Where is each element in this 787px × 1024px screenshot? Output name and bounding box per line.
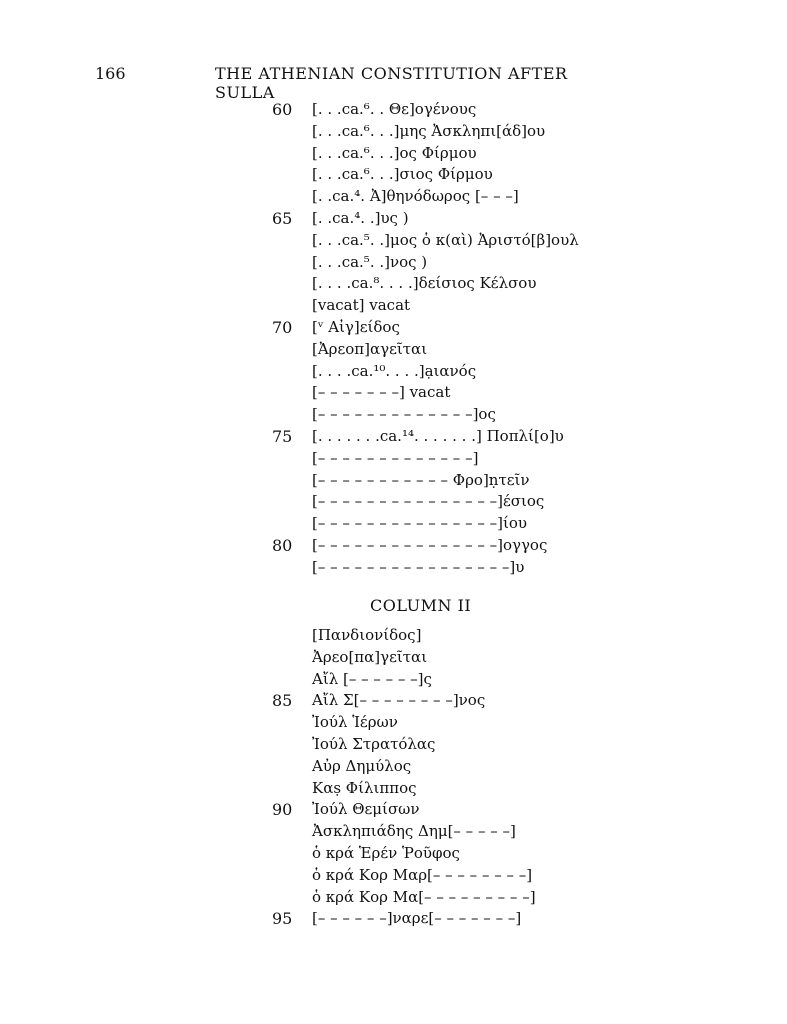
inscription-line [272, 756, 592, 778]
running-head: THE ATHENIAN CONSTITUTION AFTER SULLA [215, 64, 568, 102]
line-text: [. . .ca.⁵. .]μος ὁ κ(αὶ) Ἀριστό[β]ουλ [312, 230, 579, 249]
line-text: Ἀρεο[πα]γεῖται [312, 647, 428, 666]
line-text: ὁ κρά Κορ Μα[– – – – – – – – –] [312, 887, 536, 906]
line-text: [vacat] vacat [312, 296, 411, 315]
line-text: [– – – – – – –] vacat [312, 383, 451, 402]
column-heading: COLUMN II [370, 596, 472, 615]
inscription-line [272, 887, 592, 909]
inscription-line [272, 448, 592, 470]
line-text: [ᵛ Αἰγ]είδος [312, 317, 400, 336]
page-header [95, 64, 625, 102]
inscription-line [272, 821, 592, 843]
line-text: [– – – – – – – – – – – – – – – –]υ [312, 557, 525, 576]
inscription-line [272, 669, 592, 691]
line-text: [. . . .ca.¹⁰. . . .]ạιανός [312, 361, 477, 380]
line-text: [. .ca.⁴. Ἀ]θηνόδωρος [– – –] [312, 187, 519, 206]
line-text: [– – – – – – – – – – – – –]ος [312, 405, 496, 424]
inscription-line [272, 712, 592, 734]
inscription-line [272, 799, 592, 821]
line-number: 90 [272, 800, 293, 820]
line-text: Καṣ Φίλιππος [312, 778, 417, 797]
inscription-line [272, 778, 592, 800]
inscription-line [272, 734, 592, 756]
line-text: Αἴλ [– – – – – –]ς [312, 669, 432, 688]
inscription-line [272, 491, 592, 513]
line-text: [. .ca.⁴. .]υς ) [312, 208, 409, 227]
line-text: [. . .ca.⁶. . .]μης Ἀσκληπι[άδ]ου [312, 121, 546, 140]
line-text: Ἰούλ Θεμίσων [312, 800, 420, 819]
inscription-line [272, 690, 592, 712]
inscription-line [272, 426, 592, 448]
line-text: [– – – – – – – – – – – – – – –]ογγος [312, 535, 548, 554]
inscription-line [272, 121, 592, 143]
line-text: [– – – – – – – – – – – – – – –]ίου [312, 514, 527, 533]
line-text: [– – – – – – – – – – – – –] [312, 448, 479, 467]
line-number: 75 [272, 426, 293, 446]
line-text: ὁ κρά Κορ Μαρ[– – – – – – – –] [312, 865, 533, 884]
column-2-text [272, 625, 592, 930]
inscription-line [272, 513, 592, 535]
inscription-line [272, 865, 592, 887]
inscription-line [272, 252, 592, 274]
line-text: [– – – – – –]ναρε[– – – – – – –] [312, 909, 522, 928]
line-number: 65 [272, 208, 293, 228]
line-number: 80 [272, 535, 293, 555]
inscription-line [272, 230, 592, 252]
line-text: [Πανδιονίδος] [312, 626, 422, 644]
line-number: 70 [272, 317, 293, 337]
page-number: 166 [95, 64, 126, 83]
inscription-line [272, 908, 592, 930]
inscription-line [272, 164, 592, 186]
line-text: [. . . .ca.⁸. . . .]δείσιος Κέλσου [312, 274, 537, 293]
line-text: Αὐρ Δημύλος [312, 756, 412, 775]
line-number: 60 [272, 100, 293, 119]
line-text: [– – – – – – – – – – – Φρο]ṇτεῖν [312, 470, 530, 489]
inscription-line [272, 404, 592, 426]
line-text: [Ἀρεοπ]αγεῖται [312, 339, 428, 358]
line-text: [. . .ca.⁶. . Θε]ογένους [312, 100, 477, 118]
inscription-line [272, 99, 592, 121]
line-text: [. . .ca.⁶. . .]σιος Φίρμου [312, 165, 493, 184]
inscription-line [272, 361, 592, 383]
inscription-line [272, 535, 592, 557]
line-text: [– – – – – – – – – – – – – – –]έσιος [312, 492, 545, 511]
inscription-line [272, 339, 592, 361]
line-text: [. . .ca.⁵. .]νος ) [312, 252, 428, 271]
inscription-line [272, 273, 592, 295]
column-1-text [272, 99, 592, 579]
line-text: [. . . . . . .ca.¹⁴. . . . . . .] Ποπλί[ο]υ [312, 426, 564, 445]
inscription-line [272, 557, 592, 579]
line-text: Ἰούλ Ἱέρων [312, 713, 398, 732]
line-number: 85 [272, 691, 293, 711]
line-text: Ἰούλ Στρατόλας [312, 734, 436, 753]
line-text: [. . .ca.⁶. . .]ος Φίρμου [312, 143, 477, 162]
inscription-line [272, 208, 592, 230]
inscription-line [272, 470, 592, 492]
inscription-line [272, 143, 592, 165]
inscription-line [272, 295, 592, 317]
line-text: ὁ κρά Ἑρέν Ῥοῦφος [312, 843, 460, 862]
inscription-line [272, 186, 592, 208]
line-text: Ἀσκληπιάδης Δημ[– – – – –] [312, 822, 516, 841]
inscription-line [272, 647, 592, 669]
inscription-line [272, 317, 592, 339]
inscription-line [272, 843, 592, 865]
line-text: Αἴλ Σ[– – – – – – – –]νος [312, 691, 486, 710]
line-number: 95 [272, 909, 293, 929]
inscription-line [272, 382, 592, 404]
inscription-line [272, 625, 592, 647]
